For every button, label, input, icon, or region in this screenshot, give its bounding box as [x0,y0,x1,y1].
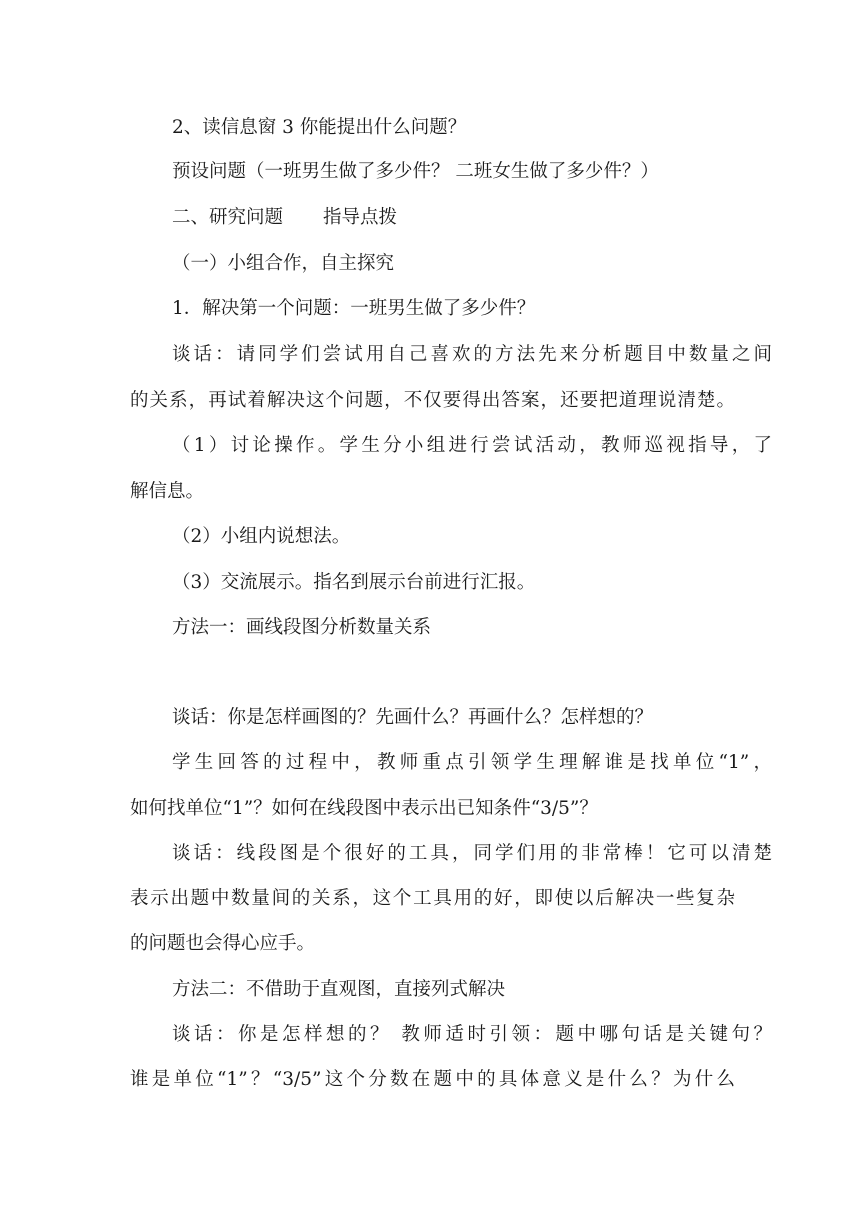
paragraph-problem-1: 1．解决第一个问题：一班男生做了多少件？ [172,298,536,319]
paragraph-step-1-line-2: 解信息。 [130,481,205,502]
paragraph-talk-1-line-2: 的关系，再试着解决这个问题，不仅要得出答案，还要把道理说清楚。 [130,390,735,411]
section-heading-title: 二、研究问题 [172,207,284,228]
paragraph-answer-line-1: 学生回答的过程中，教师重点引领学生理解谁是找单位“1”， [172,752,772,773]
paragraph-step-2: （2）小组内说想法。 [172,526,351,547]
section-heading [172,206,397,230]
paragraph-step-1-line-1: （1）讨论操作。学生分小组进行尝试活动，教师巡视指导，了 [172,435,772,456]
subsection-heading: （一）小组合作，自主探究 [172,253,395,274]
paragraph-talk-3-line-2: 表示出题中数量间的关系，这个工具用的好，即使以后解决一些复杂 [130,888,735,909]
paragraph-step-3: （3）交流展示。指名到展示台前进行汇报。 [172,572,536,593]
paragraph-talk-2: 谈话：你是怎样画图的？先画什么？再画什么？怎样想的？ [172,707,654,728]
paragraph-method-1: 方法一：画线段图分析数量关系 [172,617,432,638]
paragraph-talk-1-line-1: 谈话：请同学们尝试用自己喜欢的方法先来分析题目中数量之间 [172,344,772,365]
paragraph-question-2: 2、读信息窗 3 你能提出什么问题？ [172,117,467,138]
section-heading-subtitle: 指导点拨 [323,207,398,228]
paragraph-talk-4-line-2: 谁是单位“1”？“3/5”这个分数在题中的具体意义是什么？为什么 [130,1069,735,1090]
paragraph-preset-questions: 预设问题（一班男生做了多少件？ 二班女生做了多少件？） [172,161,659,182]
paragraph-talk-4-line-1: 谈话：你是怎样想的？ 教师适时引领：题中哪句话是关键句？ [172,1024,772,1045]
paragraph-talk-3-line-1: 谈话：线段图是个很好的工具，同学们用的非常棒！它可以清楚 [172,843,772,864]
paragraph-answer-line-2: 如何找单位“1”？如何在线段图中表示出已知条件“3/5”？ [130,798,598,819]
paragraph-method-2: 方法二：不借助于直观图，直接列式解决 [172,979,506,1000]
paragraph-talk-3-line-3: 的问题也会得心应手。 [130,933,316,954]
